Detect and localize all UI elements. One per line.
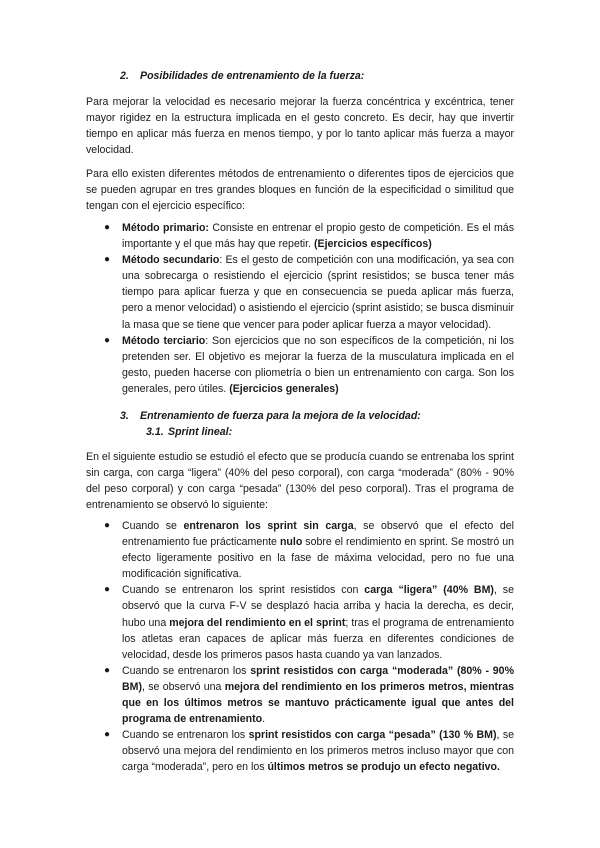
bullet-icon: ● <box>104 222 111 233</box>
list-item <box>0 220 514 252</box>
method-text: : Es el gesto de competición con una modificación, ya sea con una sobrecarga o resistiendo el ejercicio (sprint resistidos; se busca tener más tiempo para aplicar fuerza y que en consecuencia se pueda aplicar más fuerza, pero a menor velocidad) o asistiendo el ejercicio (sprint asistido; se busca disminuir la masa que se tiene que vencer para poder aplicar fuerza a mayor velocidad). <box>122 254 514 331</box>
text-run: Cuando se entrenaron los <box>122 664 251 677</box>
method-label: Método terciario <box>122 334 206 347</box>
text-run: sobre el rendimiento en sprint. Se mostró un efecto ligeramente positivo en la fase de máxima velocidad, pero no fue una modificación significativa. <box>122 536 514 581</box>
bullet-icon: ● <box>104 664 111 676</box>
text-run: , se observó que la curva F-V se desplazó hacia arriba y hacia la derecha, es decir, hubo una <box>122 584 514 629</box>
text-run-bold: sprint resistidos con carga “moderada” (80% - 90% BM) <box>122 664 514 693</box>
heading-title: Sprint lineal: <box>168 426 233 438</box>
method-text: : Son ejercicios que no son específicos de la competición, ni los pretenden ser. El objetivo es mejorar la fuerza de la musculatura implicada en el gesto, pueden hacerse con pliometría o bien un entrenamiento con carga. Son los generales, pero útiles. <box>122 334 514 395</box>
list-item <box>0 582 514 662</box>
method-label: Método secundario <box>122 254 220 267</box>
list-item <box>0 333 514 397</box>
heading-section-3 <box>120 410 421 422</box>
list-item <box>0 727 514 775</box>
list-item <box>0 252 514 332</box>
bullet-icon: ● <box>104 729 111 741</box>
bullet-icon: ● <box>104 520 111 531</box>
text-run: Cuando se entrenaron los <box>122 729 249 742</box>
text-run-bold: últimos metros se produjo un efecto negativo. <box>267 761 500 774</box>
bullet-icon: ● <box>104 584 111 596</box>
heading-number: 3.1. <box>146 426 164 438</box>
text-run: Cuando se <box>122 520 184 532</box>
text-run-bold: nulo <box>279 536 303 549</box>
paragraph-intro: Para mejorar la velocidad es necesario mejorar la fuerza concéntrica y excéntrica, tener mayor rigidez en la estructura implicada en el gesto concreto. Es decir, hay que invertir tiempo en aplicar más fuerza en menos tiempo, y por lo tanto aplicar más fuerza a mayor velocidad. <box>86 96 514 157</box>
text-run-bold: entrenaron los sprint sin carga <box>183 520 354 532</box>
paragraph-methods-intro: Para ello existen diferentes métodos de entrenamiento o diferentes tipos de ejercicios que se pueden agrupar en tres grandes bloques en función de la especificidad o similitud que tengan con el ejercicio específico: <box>86 168 514 213</box>
method-text: Consiste en entrenar el propio gesto de competición. Es el más importante y el que más hay que repetir. <box>122 222 514 251</box>
heading-title: Entrenamiento de fuerza para la mejora de la velocidad: <box>140 410 421 422</box>
list-item <box>0 663 514 727</box>
list-item <box>0 518 514 582</box>
heading-title: Posibilidades de entrenamiento de la fuerza: <box>140 70 365 82</box>
text-run-bold: mejora del rendimiento en los primeros metros, mientras que en los últimos metros se mantuvo prácticamente igual que antes del programa de entrenamiento <box>122 680 514 726</box>
bullet-icon: ● <box>104 334 111 346</box>
method-tail: (Ejercicios específicos) <box>313 238 432 251</box>
paragraph-study: En el siguiente estudio se estudió el efecto que se producía cuando se entrenaba los sprint sin carga, con carga “ligera” (40% del peso corporal), con carga “moderada” (80% - 90% del peso corporal) y con carga “pesada” (130% del peso corporal). Tras el programa de entrenamiento se observó lo siguiente: <box>86 451 514 512</box>
text-run: Cuando se entrenaron los sprint resistidos con <box>122 584 365 597</box>
text-run-bold: carga “ligera” (40% BM) <box>364 584 494 597</box>
heading-section-2 <box>120 70 364 82</box>
text-run: . <box>262 713 266 726</box>
method-tail: (Ejercicios generales) <box>229 382 339 395</box>
heading-number: 3. <box>120 410 129 422</box>
heading-number: 2. <box>120 70 129 82</box>
text-run: , se observó una mejora del rendimiento en los primeros metros incluso mayor que con carga “moderada”, pero en los <box>122 729 515 774</box>
bullet-icon: ● <box>104 254 111 266</box>
text-run: , se observó que el efecto del entrenamiento fue prácticamente <box>122 520 514 549</box>
methods-list <box>0 220 600 397</box>
text-run: , se observó una <box>142 680 225 693</box>
method-label: Método primario: <box>122 222 209 234</box>
heading-section-3-1 <box>146 426 232 438</box>
text-run: ; tras el programa de entrenamiento los atletas eran capaces de aplicar más fuerza en diferentes condiciones de velocidad, desde los primeros pasos hasta cuando ya van lanzados. <box>122 616 514 661</box>
text-run-bold: mejora del rendimiento en el sprint <box>169 616 346 629</box>
findings-list <box>0 518 600 776</box>
text-run-bold: sprint resistidos con carga “pesada” (130 % BM) <box>248 729 497 742</box>
